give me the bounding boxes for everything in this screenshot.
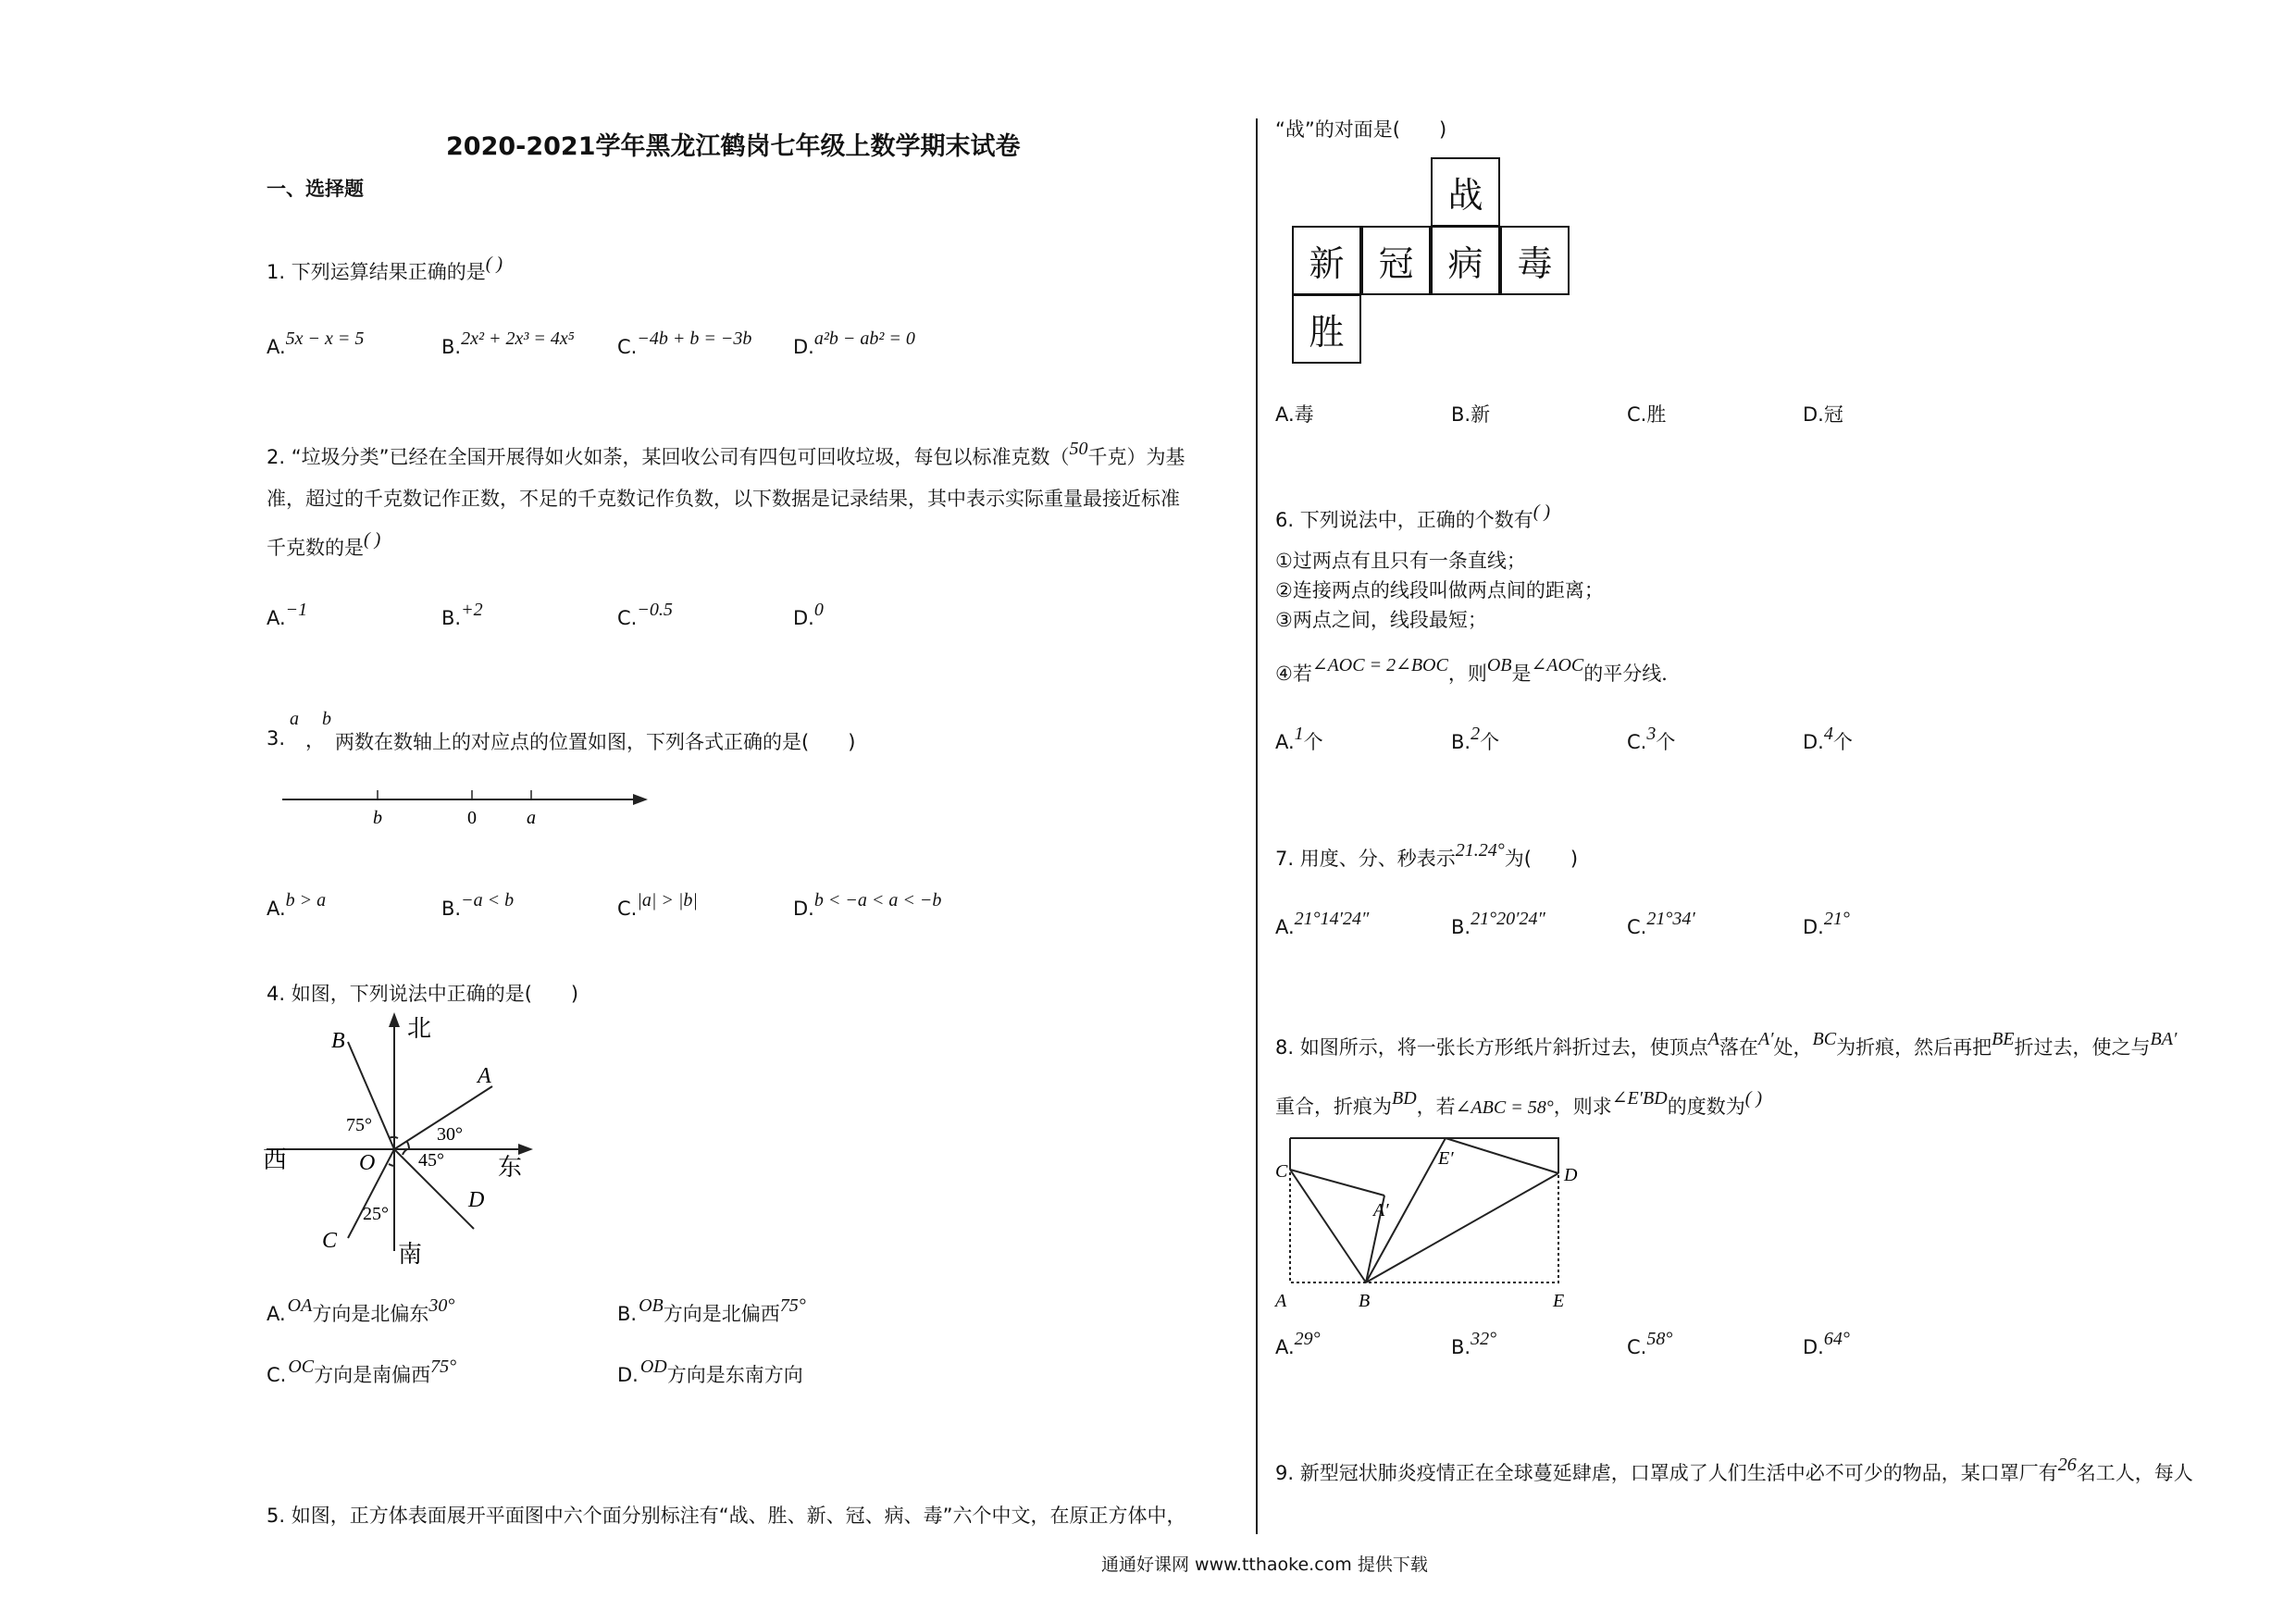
section-heading: 一、选择题 bbox=[267, 178, 364, 200]
label-o: O bbox=[359, 1151, 376, 1175]
q2-option-a[interactable]: A.−1 bbox=[267, 600, 308, 629]
north-arrow bbox=[389, 1012, 400, 1027]
cell-du: 毒 bbox=[1500, 226, 1570, 295]
label-c: C bbox=[1275, 1161, 1288, 1182]
q2-paren: ( ) bbox=[364, 529, 381, 550]
page-footer: 通通好课网 www.tthaoke.com 提供下载 bbox=[1101, 1555, 1428, 1575]
q6-option-b[interactable]: B.2个 bbox=[1451, 724, 1500, 753]
label-d: D bbox=[1564, 1165, 1578, 1185]
fold-bd bbox=[1366, 1173, 1558, 1282]
q6-statement-1: ①过两点有且只有一条直线； bbox=[1275, 550, 1526, 572]
label-a: a bbox=[527, 808, 536, 828]
q6-s4-expr: ∠AOC = 2∠BOC bbox=[1311, 655, 1448, 675]
q3-var-b: b bbox=[322, 709, 331, 729]
cell-sheng: 胜 bbox=[1292, 294, 1361, 364]
label-north: 北 bbox=[407, 1015, 432, 1042]
q2-line1a: 2. “垃圾分类”已经在全国开展得如火如荼，某回收公司有四包可回收垃圾，每包以标准克数（ bbox=[267, 446, 1070, 468]
q9-count: 26 bbox=[2057, 1455, 2077, 1475]
q8-text-9: 的度数为 bbox=[1667, 1096, 1745, 1118]
q2-line1b: 千克）为基 bbox=[1087, 446, 1185, 468]
q2-option-c[interactable]: C.−0.5 bbox=[617, 600, 673, 629]
q8-text-2: 落在 bbox=[1719, 1036, 1758, 1059]
angle-arc-75 bbox=[389, 1137, 398, 1138]
label-west: 西 bbox=[263, 1146, 288, 1173]
q1-paren: ( ) bbox=[485, 254, 503, 274]
q3-comma: ， bbox=[305, 729, 325, 751]
q7-value: 21.24° bbox=[1455, 840, 1505, 861]
label-b: b bbox=[373, 808, 382, 828]
q8-text-8: ，则求 bbox=[1553, 1096, 1612, 1118]
q9-text-2: 名工人，每人 bbox=[2076, 1462, 2193, 1484]
label-d: D bbox=[468, 1188, 485, 1212]
q4-option-a[interactable]: A. OA方向是北偏东30° bbox=[267, 1295, 455, 1325]
q4-option-d[interactable]: D. OD方向是东南方向 bbox=[617, 1357, 803, 1386]
q8-text-1: 8. 如图所示，将一张长方形纸片斜折过去，使顶点 bbox=[1275, 1036, 1708, 1059]
q8-text-3: 处， bbox=[1773, 1036, 1813, 1059]
q6-option-d[interactable]: D.4个 bbox=[1803, 724, 1853, 753]
label-south: 南 bbox=[398, 1241, 423, 1268]
q3-option-c[interactable]: C.|a| > |b| bbox=[617, 890, 698, 920]
label-ang-30: 30° bbox=[437, 1124, 463, 1145]
label-a: A bbox=[1275, 1291, 1287, 1311]
q2-line3: 千克数的是 bbox=[267, 537, 364, 559]
q6-s4-ob: OB bbox=[1486, 655, 1512, 675]
label-b: B bbox=[1359, 1291, 1371, 1311]
label-ang-25: 25° bbox=[363, 1204, 389, 1224]
q8-angle-abc: ∠ABC = 58° bbox=[1455, 1097, 1554, 1118]
q5-option-a[interactable]: A.毒 bbox=[1275, 403, 1314, 426]
q1-option-c[interactable]: C.−4b + b = −3b bbox=[617, 328, 752, 358]
cell-xin: 新 bbox=[1292, 226, 1361, 295]
q5-stem: 5. 如图，正方体表面展开平面图中六个面分别标注有“战、胜、新、冠、病、毒”六个中文，在原正方体中， bbox=[267, 1505, 1186, 1527]
label-east: 东 bbox=[498, 1154, 523, 1181]
q8-be: BE bbox=[1992, 1029, 2015, 1049]
q8-paren: ( ) bbox=[1744, 1088, 1763, 1109]
q2-option-d[interactable]: D.0 bbox=[793, 600, 824, 629]
q8-text-5: 折过去，使之与 bbox=[2014, 1036, 2151, 1059]
q3-stem: 两数在数轴上的对应点的位置如图，下列各式正确的是( ) bbox=[335, 731, 856, 753]
label-e-prime: E′ bbox=[1438, 1148, 1454, 1169]
q7-tail: 为( ) bbox=[1504, 848, 1579, 870]
q6-s4-d: 的平分线． bbox=[1583, 663, 1682, 685]
label-b: B bbox=[331, 1029, 345, 1053]
cell-zhan: 战 bbox=[1431, 157, 1500, 227]
label-ang-75: 75° bbox=[346, 1115, 372, 1135]
label-a: A bbox=[478, 1064, 491, 1088]
q5-continuation: “战”的对面是( ) bbox=[1275, 118, 1447, 141]
q6-option-c[interactable]: C.3个 bbox=[1627, 724, 1676, 753]
q8-option-d[interactable]: D.64° bbox=[1803, 1329, 1850, 1358]
q6-stem: 6. 下列说法中，正确的个数有 bbox=[1275, 509, 1533, 531]
q8-bd: BD bbox=[1392, 1088, 1417, 1109]
folded-paper-figure bbox=[1275, 1131, 1578, 1312]
q3-var-a: a bbox=[290, 709, 299, 729]
q6-s4-a: ④若 bbox=[1275, 663, 1312, 685]
q4-option-b[interactable]: B. OB方向是北偏西75° bbox=[617, 1295, 806, 1325]
q7-option-b[interactable]: B.21°20′24″ bbox=[1451, 909, 1545, 938]
q5-option-b[interactable]: B.新 bbox=[1451, 403, 1491, 426]
label-e: E bbox=[1553, 1291, 1565, 1311]
q6-statement-3: ③两点之间，线段最短； bbox=[1275, 609, 1487, 631]
label-a-prime: A′ bbox=[1373, 1200, 1389, 1220]
q6-paren: ( ) bbox=[1533, 502, 1551, 522]
q7-stem: 7. 用度、分、秒表示 bbox=[1275, 848, 1456, 870]
q6-s4-c: 是 bbox=[1511, 663, 1532, 685]
q8-bc: BC bbox=[1812, 1029, 1837, 1049]
q3-option-b[interactable]: B.−a < b bbox=[441, 890, 515, 920]
q8-option-a[interactable]: A.29° bbox=[1275, 1329, 1321, 1358]
q8-text-7: ，若 bbox=[1416, 1096, 1456, 1118]
q3-option-d[interactable]: D.b < −a < a < −b bbox=[793, 890, 942, 920]
label-zero: 0 bbox=[467, 808, 477, 828]
q4-stem: 4. 如图，下列说法中正确的是( ) bbox=[267, 983, 579, 1005]
q7-option-a[interactable]: A.21°14′24″ bbox=[1275, 909, 1370, 938]
column-divider bbox=[1256, 118, 1258, 1534]
cell-guan: 冠 bbox=[1361, 226, 1431, 295]
q2-option-b[interactable]: B.+2 bbox=[441, 600, 483, 629]
q3-num: 3. bbox=[267, 727, 286, 750]
q1-option-d[interactable]: D.a²b − ab² = 0 bbox=[793, 328, 915, 358]
q6-s4-aoc: ∠AOC bbox=[1531, 655, 1584, 675]
q2-line2: 准，超过的千克数记作正数，不足的千克数记作负数，以下数据是记录结果，其中表示实际重量最接近标准 bbox=[267, 488, 1180, 510]
q1-option-b[interactable]: B.2x² + 2x³ = 4x⁵ bbox=[441, 328, 575, 358]
cell-bing: 病 bbox=[1431, 226, 1500, 295]
q1-stem: 1. 下列运算结果正确的是 bbox=[267, 261, 486, 283]
q4-option-c[interactable]: C. OC方向是南偏西75° bbox=[267, 1357, 457, 1386]
edge-e1d bbox=[1446, 1138, 1558, 1173]
q9-text-1: 9. 新型冠状肺炎疫情正在全球蔓延肆虐，口罩成了人们生活中必不可少的物品，某口罩厂有 bbox=[1275, 1462, 2058, 1484]
q8-angle-ebd: ∠E′BD bbox=[1611, 1088, 1668, 1109]
q6-s4-b: ，则 bbox=[1447, 663, 1487, 685]
q1-option-a[interactable]: A.5x − x = 5 bbox=[267, 328, 365, 358]
number-line-arrow bbox=[633, 794, 648, 805]
number-line-figure bbox=[278, 775, 657, 829]
q8-a-prime: A′ bbox=[1757, 1029, 1774, 1049]
q8-text-4: 为折痕，然后再把 bbox=[1836, 1036, 1992, 1059]
q8-text-6: 重合，折痕为 bbox=[1275, 1096, 1392, 1118]
paper-rect-dashed bbox=[1290, 1138, 1558, 1282]
q7-option-d[interactable]: D.21° bbox=[1803, 909, 1850, 938]
q8-option-b[interactable]: B.32° bbox=[1451, 1329, 1497, 1358]
q7-option-c[interactable]: C.21°34′ bbox=[1627, 909, 1695, 938]
label-c: C bbox=[322, 1229, 338, 1253]
q8-a: A bbox=[1707, 1029, 1719, 1049]
q6-option-a[interactable]: A.1个 bbox=[1275, 724, 1323, 753]
q5-option-d[interactable]: D.冠 bbox=[1803, 403, 1843, 426]
q8-ba-prime: BA′ bbox=[2150, 1029, 2178, 1049]
page-title: 2020-2021学年黑龙江鹤岗七年级上数学期末试卷 bbox=[446, 132, 1021, 161]
compass-figure bbox=[259, 1009, 546, 1277]
q3-option-a[interactable]: A.b > a bbox=[267, 890, 327, 920]
angle-arc-30 bbox=[407, 1142, 409, 1149]
q6-statement-2: ②连接两点的线段叫做两点间的距离； bbox=[1275, 579, 1604, 601]
q5-option-c[interactable]: C.胜 bbox=[1627, 403, 1667, 426]
q8-option-c[interactable]: C.58° bbox=[1627, 1329, 1673, 1358]
question-9 bbox=[1275, 1455, 2193, 1486]
q2-standard: 50 bbox=[1069, 439, 1088, 459]
label-ang-45: 45° bbox=[418, 1150, 444, 1171]
